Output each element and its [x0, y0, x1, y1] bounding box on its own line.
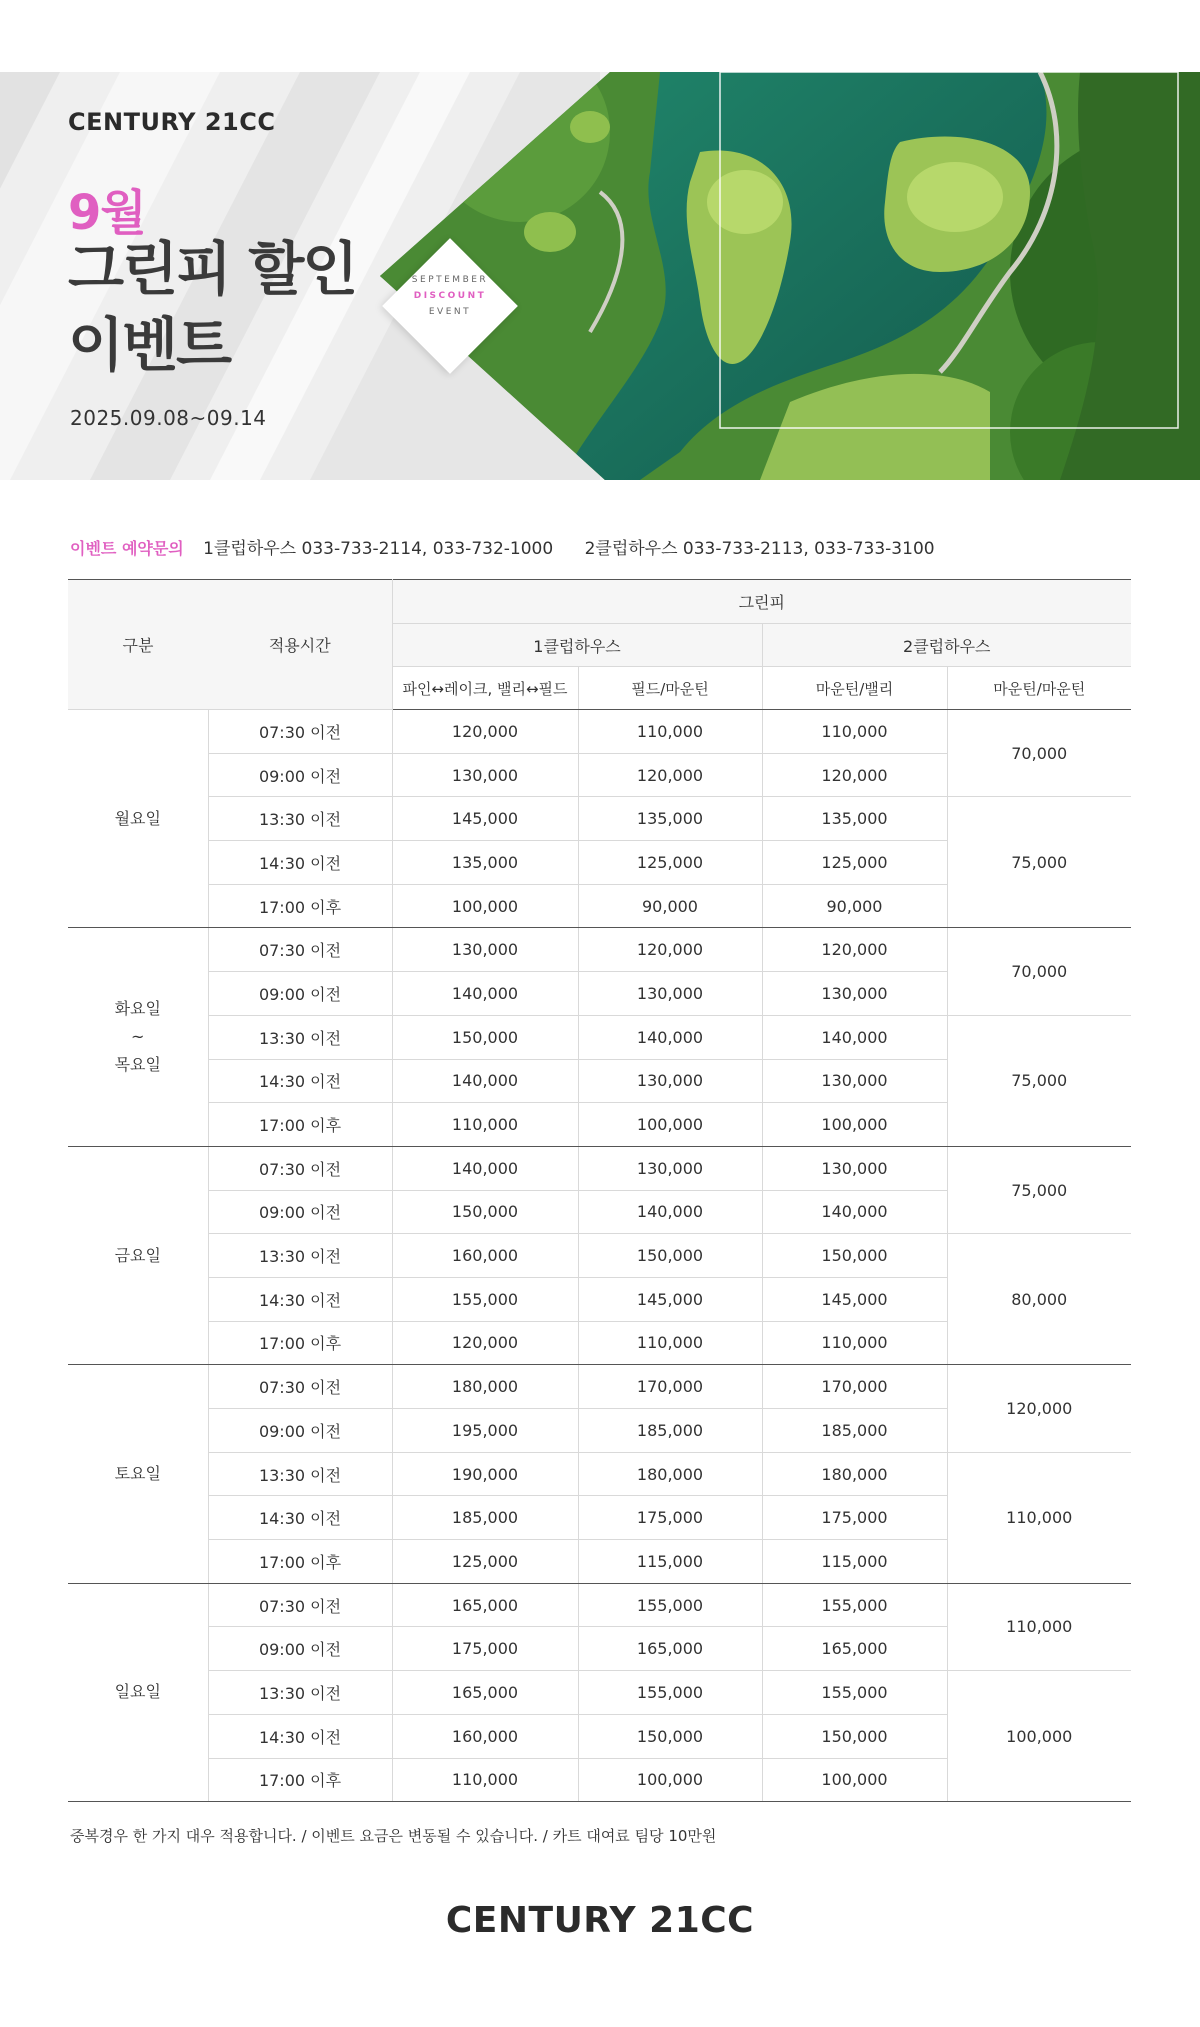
table-row — [68, 1452, 1131, 1496]
table-row — [68, 1234, 1131, 1278]
fee-cell: 150,000 — [578, 1234, 762, 1278]
day-label — [68, 928, 208, 1146]
time-cell: 13:30 이전 — [208, 797, 392, 841]
time-cell: 09:00 이전 — [208, 1627, 392, 1671]
time-cell: 14:30 이전 — [208, 1059, 392, 1103]
fee-cell: 150,000 — [392, 1015, 578, 1059]
time-cell: 07:30 이전 — [208, 1583, 392, 1627]
fee-cell: 180,000 — [392, 1365, 578, 1409]
badge-line-september: SEPTEMBER — [411, 275, 489, 285]
fee-cell: 140,000 — [578, 1015, 762, 1059]
day-text: 화요일 — [114, 999, 161, 1019]
header-time: 적용시간 — [208, 580, 392, 710]
time-cell: 13:30 이전 — [208, 1452, 392, 1496]
fee-cell: 100,000 — [578, 1103, 762, 1147]
table-row — [68, 797, 1131, 841]
day-text: 금요일 — [114, 1245, 161, 1265]
fee-cell: 155,000 — [392, 1277, 578, 1321]
table-row — [68, 1583, 1131, 1627]
fee-cell: 160,000 — [392, 1714, 578, 1758]
time-cell: 07:30 이전 — [208, 1365, 392, 1409]
fee-cell-mountain-mountain: 110,000 — [947, 1452, 1131, 1583]
fee-cell: 130,000 — [578, 1146, 762, 1190]
badge-line-discount: DISCOUNT — [413, 291, 487, 301]
time-cell: 14:30 이전 — [208, 1714, 392, 1758]
fee-cell: 175,000 — [762, 1496, 947, 1540]
table-row — [68, 928, 1131, 972]
fee-cell: 155,000 — [762, 1583, 947, 1627]
fee-cell: 120,000 — [392, 1321, 578, 1365]
event-dates: 2025.09.08~09.14 — [70, 406, 267, 430]
day-text: 일요일 — [114, 1682, 161, 1702]
badge-line-event: EVENT — [428, 307, 472, 317]
fee-cell: 170,000 — [578, 1365, 762, 1409]
fee-cell: 150,000 — [762, 1234, 947, 1278]
fee-cell: 100,000 — [578, 1758, 762, 1802]
fee-cell: 165,000 — [392, 1671, 578, 1715]
event-title-line1: 그린피 할인 — [68, 235, 357, 303]
fee-cell: 155,000 — [578, 1671, 762, 1715]
table-row — [68, 1146, 1131, 1190]
fee-cell: 140,000 — [762, 1015, 947, 1059]
event-title-line2: 이벤트 — [68, 311, 231, 379]
fee-cell: 175,000 — [392, 1627, 578, 1671]
fee-cell: 180,000 — [578, 1452, 762, 1496]
fee-cell: 155,000 — [762, 1671, 947, 1715]
header-gubun: 구분 — [68, 580, 208, 710]
hero-banner — [0, 72, 1200, 480]
fee-cell: 170,000 — [762, 1365, 947, 1409]
fee-cell: 130,000 — [578, 1059, 762, 1103]
fee-cell: 130,000 — [392, 928, 578, 972]
fee-cell: 140,000 — [392, 1059, 578, 1103]
fee-cell: 100,000 — [762, 1758, 947, 1802]
fee-cell: 130,000 — [392, 753, 578, 797]
fee-cell: 110,000 — [578, 1321, 762, 1365]
time-cell: 14:30 이전 — [208, 1496, 392, 1540]
header-col-field-mountain: 필드/마운틴 — [578, 667, 762, 710]
fee-cell: 180,000 — [762, 1452, 947, 1496]
fee-cell-mountain-mountain: 75,000 — [947, 797, 1131, 928]
day-label — [68, 1583, 208, 1801]
footer-brand-logo: CENTURY 21CC — [445, 1900, 755, 1941]
fee-cell: 130,000 — [762, 1059, 947, 1103]
fee-cell: 135,000 — [762, 797, 947, 841]
fee-cell-mountain-mountain: 75,000 — [947, 1015, 1131, 1146]
day-label — [68, 1365, 208, 1583]
fee-cell: 110,000 — [762, 1321, 947, 1365]
fee-cell: 115,000 — [762, 1540, 947, 1584]
green-fee-table — [68, 579, 1131, 1802]
fee-cell: 120,000 — [762, 928, 947, 972]
fee-cell: 100,000 — [762, 1103, 947, 1147]
fee-cell: 140,000 — [762, 1190, 947, 1234]
reservation-contact — [70, 534, 935, 559]
fee-cell: 145,000 — [578, 1277, 762, 1321]
time-cell: 13:30 이전 — [208, 1015, 392, 1059]
event-badge-text — [400, 272, 500, 320]
brand-logo: CENTURY 21CC — [68, 108, 276, 136]
time-cell: 07:30 이전 — [208, 710, 392, 754]
fee-cell: 110,000 — [392, 1103, 578, 1147]
fee-cell: 150,000 — [762, 1714, 947, 1758]
table-row — [68, 1365, 1131, 1409]
time-cell: 09:00 이전 — [208, 1190, 392, 1234]
fee-cell: 140,000 — [578, 1190, 762, 1234]
time-cell: 09:00 이전 — [208, 1409, 392, 1453]
fee-cell-mountain-mountain: 100,000 — [947, 1671, 1131, 1802]
fee-cell: 110,000 — [578, 710, 762, 754]
fee-cell: 130,000 — [762, 1146, 947, 1190]
fee-cell: 145,000 — [762, 1277, 947, 1321]
fee-cell: 160,000 — [392, 1234, 578, 1278]
fee-cell: 175,000 — [578, 1496, 762, 1540]
day-text: ~ — [131, 1027, 145, 1047]
time-cell: 09:00 이전 — [208, 753, 392, 797]
contact-label: 이벤트 예약문의 — [70, 539, 184, 558]
fee-cell-mountain-mountain: 110,000 — [947, 1583, 1131, 1670]
fee-table-body — [68, 710, 1131, 1802]
time-cell: 13:30 이전 — [208, 1671, 392, 1715]
day-text: 월요일 — [114, 808, 161, 828]
fee-cell-mountain-mountain: 70,000 — [947, 710, 1131, 797]
contact-club1: 1클럽하우스 033-733-2114, 033-732-1000 — [203, 539, 554, 559]
time-cell: 13:30 이전 — [208, 1234, 392, 1278]
fee-cell: 140,000 — [392, 1146, 578, 1190]
header-col-mountain-valley: 마운틴/밸리 — [762, 667, 947, 710]
day-label — [68, 1146, 208, 1364]
time-cell: 07:30 이전 — [208, 1146, 392, 1190]
fee-cell: 90,000 — [762, 884, 947, 928]
fee-cell: 150,000 — [392, 1190, 578, 1234]
time-cell: 07:30 이전 — [208, 928, 392, 972]
table-row — [68, 710, 1131, 754]
header-club2: 2클럽하우스 — [762, 624, 1131, 667]
day-text: 목요일 — [114, 1055, 161, 1075]
fee-cell: 145,000 — [392, 797, 578, 841]
fee-cell: 165,000 — [578, 1627, 762, 1671]
time-cell: 14:30 이전 — [208, 1277, 392, 1321]
header-col-mountain-mountain: 마운틴/마운틴 — [947, 667, 1131, 710]
time-cell: 14:30 이전 — [208, 841, 392, 885]
table-row — [68, 1015, 1131, 1059]
fee-cell: 130,000 — [578, 972, 762, 1016]
fee-cell: 115,000 — [578, 1540, 762, 1584]
table-row — [68, 1671, 1131, 1715]
fee-cell-mountain-mountain: 75,000 — [947, 1146, 1131, 1233]
time-cell: 09:00 이전 — [208, 972, 392, 1016]
fee-cell: 120,000 — [578, 753, 762, 797]
fee-cell: 150,000 — [578, 1714, 762, 1758]
day-label — [68, 710, 208, 928]
fee-cell: 140,000 — [392, 972, 578, 1016]
fee-cell: 120,000 — [392, 710, 578, 754]
fee-cell: 185,000 — [762, 1409, 947, 1453]
time-cell: 17:00 이후 — [208, 884, 392, 928]
contact-club2: 2클럽하우스 033-733-2113, 033-733-3100 — [584, 539, 935, 559]
footnote: 중복경우 한 가지 대우 적용합니다. / 이벤트 요금은 변동될 수 있습니다. / 카트 대여료 팀당 10만원 — [70, 1827, 717, 1845]
fee-cell: 165,000 — [392, 1583, 578, 1627]
fee-cell: 125,000 — [578, 841, 762, 885]
header-club1: 1클럽하우스 — [392, 624, 762, 667]
fee-cell: 185,000 — [392, 1496, 578, 1540]
header-greenfee: 그린피 — [392, 580, 1131, 624]
fee-cell-mountain-mountain: 70,000 — [947, 928, 1131, 1015]
time-cell: 17:00 이후 — [208, 1758, 392, 1802]
fee-cell: 120,000 — [762, 753, 947, 797]
day-text: 토요일 — [114, 1464, 161, 1484]
time-cell: 17:00 이후 — [208, 1321, 392, 1365]
header-col-pine-lake: 파인↔레이크, 밸리↔필드 — [392, 667, 578, 710]
time-cell: 17:00 이후 — [208, 1103, 392, 1147]
fee-cell: 110,000 — [392, 1758, 578, 1802]
fee-cell: 110,000 — [762, 710, 947, 754]
fee-cell-mountain-mountain: 80,000 — [947, 1234, 1131, 1365]
fee-cell: 165,000 — [762, 1627, 947, 1671]
fee-cell: 120,000 — [578, 928, 762, 972]
event-month: 9월 — [68, 185, 146, 241]
fee-cell: 100,000 — [392, 884, 578, 928]
fee-cell: 195,000 — [392, 1409, 578, 1453]
fee-cell: 155,000 — [578, 1583, 762, 1627]
fee-cell: 135,000 — [578, 797, 762, 841]
fee-cell: 90,000 — [578, 884, 762, 928]
fee-cell: 130,000 — [762, 972, 947, 1016]
fee-cell-mountain-mountain: 120,000 — [947, 1365, 1131, 1452]
fee-cell: 190,000 — [392, 1452, 578, 1496]
fee-cell: 125,000 — [392, 1540, 578, 1584]
fee-cell: 125,000 — [762, 841, 947, 885]
fee-cell: 135,000 — [392, 841, 578, 885]
fee-cell: 185,000 — [578, 1409, 762, 1453]
time-cell: 17:00 이후 — [208, 1540, 392, 1584]
